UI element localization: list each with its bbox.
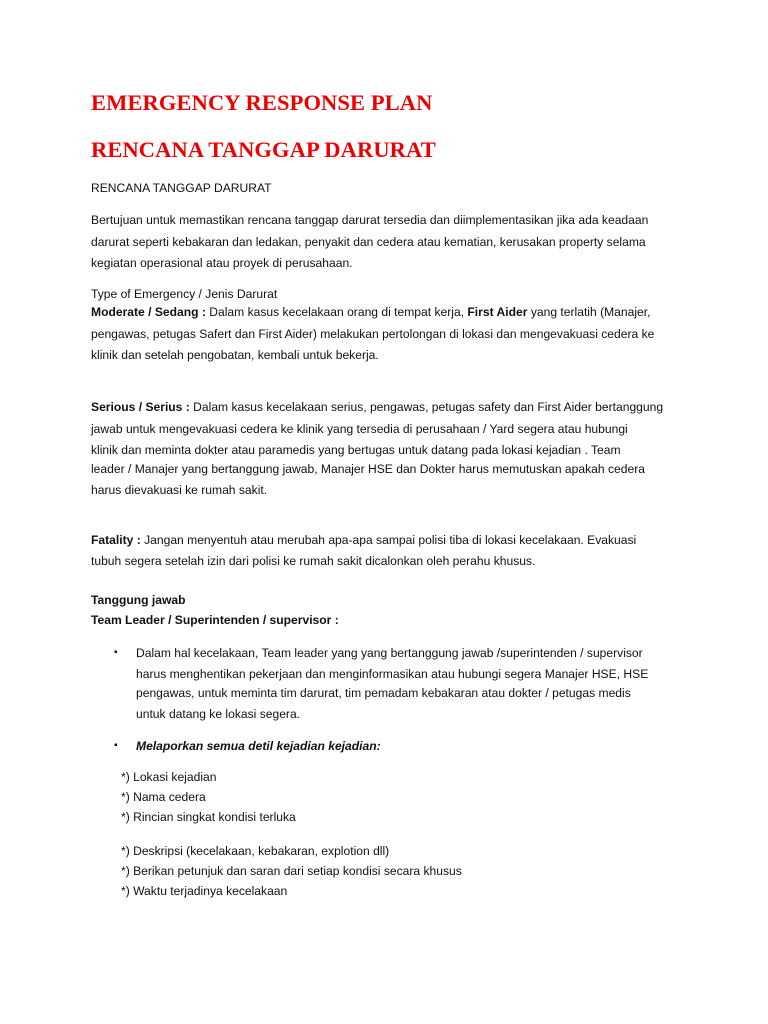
fatality-text: Jangan menyentuh atau merubah apa-apa sampai polisi tiba di lokasi kecelakaan. Evakuasi <box>140 533 637 547</box>
serious-line-1 <box>91 397 663 418</box>
bullet-marker-2: ▪ <box>114 740 118 751</box>
intro-line-3: kegiatan operasional atau proyek di perusahaan. <box>91 256 353 270</box>
detail-item: *) Deskripsi (kecelakaan, kebakaran, explotion dll) <box>121 844 390 858</box>
responsibility-subheading: Team Leader / Superintenden / supervisor : <box>91 613 339 627</box>
bullet-2-text: Melaporkan semua detil kejadian kejadian: <box>136 739 381 753</box>
detail-item: *) Berikan petunjuk dan saran dari setiap kondisi secara khusus <box>121 864 462 878</box>
bullet-1-line-3: pengawas, untuk meminta tim darurat, tim pemadam kebakaran atau dokter / petugas medis <box>136 686 631 700</box>
detail-item: *) Rincian singkat kondisi terluka <box>121 810 296 824</box>
title-english: EMERGENCY RESPONSE PLAN <box>91 90 433 115</box>
title-indonesian: RENCANA TANGGAP DARURAT <box>91 137 436 162</box>
fatality-line-2: tubuh segera setelah izin dari polisi ke rumah sakit dicalonkan oleh perahu khusus. <box>91 554 536 568</box>
first-aider-term: First Aider <box>467 305 528 319</box>
intro-line-1: Bertujuan untuk memastikan rencana tanggap darurat tersedia dan diimplementasikan jika ada keadaan <box>91 213 649 227</box>
intro-line-2: darurat seperti kebakaran dan ledakan, penyakit dan cedera atau kematian, kerusakan property selama <box>91 234 646 249</box>
subtitle: RENCANA TANGGAP DARURAT <box>91 181 272 195</box>
moderate-line-3: klinik dan setelah pengobatan, kembali untuk bekerja. <box>91 348 379 362</box>
moderate-line-1 <box>91 302 651 323</box>
serious-line-2: jawab untuk mengevakuasi cedera ke klinik yang tersedia di perusahaan / Yard segera atau hubungi <box>91 421 628 436</box>
serious-line-5: harus dievakuasi ke rumah sakit. <box>91 483 268 497</box>
detail-item: *) Waktu terjadinya kecelakaan <box>121 884 288 898</box>
bullet-marker-1: ▪ <box>114 647 118 658</box>
moderate-label: Moderate / Sedang : <box>91 305 206 319</box>
type-heading: Type of Emergency / Jenis Darurat <box>91 287 278 301</box>
fatality-label: Fatality : <box>91 533 141 547</box>
fatality-line-1 <box>91 530 636 551</box>
bullet-1-line-4: untuk datang ke lokasi segera. <box>136 707 301 721</box>
moderate-text-b: yang terlatih (Manajer, <box>527 305 651 319</box>
serious-label: Serious / Serius : <box>91 400 190 414</box>
responsibility-heading: Tanggung jawab <box>91 593 186 607</box>
serious-text: Dalam kasus kecelakaan serius, pengawas, petugas safety dan First Aider bertanggung <box>189 400 664 414</box>
moderate-line-2: pengawas, petugas Safert dan First Aider) melakukan pertolongan di lokasi dan mengevakuasi cedera ke <box>91 326 655 341</box>
serious-line-4: leader / Manajer yang bertanggung jawab, Manajer HSE dan Dokter harus memutuskan apakah cedera <box>91 461 645 476</box>
detail-item: *) Lokasi kejadian <box>121 770 217 784</box>
detail-item: *) Nama cedera <box>121 790 206 804</box>
bullet-1-line-1: Dalam hal kecelakaan, Team leader yang yang bertanggung jawab /superintenden / supervisor <box>136 646 643 660</box>
serious-line-3: klinik dan meminta dokter atau paramedis yang bertugas untuk datang pada lokasi kejadian . Team <box>91 443 621 457</box>
bullet-1-line-2: harus menghentikan pekerjaan dan menginformasikan atau hubungi segera Manajer HSE, HSE <box>136 667 649 681</box>
moderate-text: Dalam kasus kecelakaan orang di tempat kerja, <box>205 305 468 319</box>
